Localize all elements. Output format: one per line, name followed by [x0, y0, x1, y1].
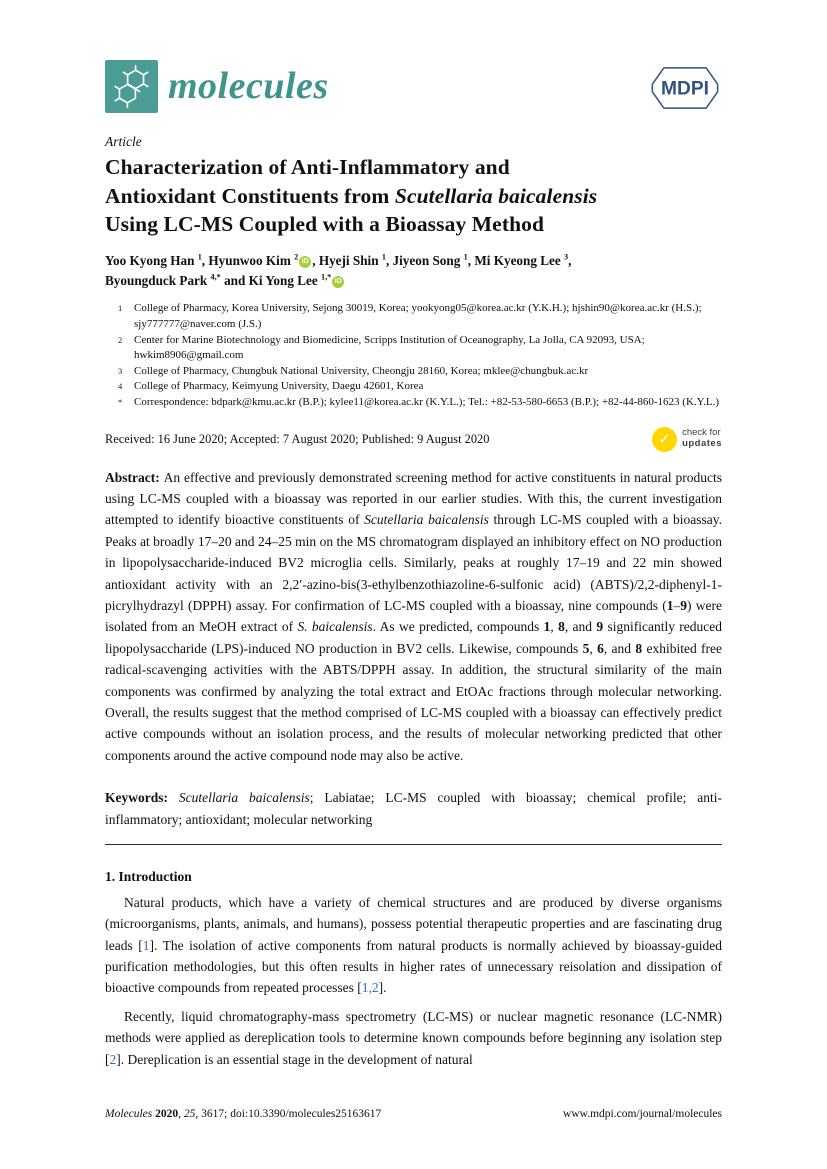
checkmark-icon: ✓	[652, 427, 677, 452]
title-line-1: Characterization of Anti-Inflammatory and	[105, 155, 510, 179]
orcid-icon[interactable]: iD	[299, 256, 311, 268]
affiliation-item	[105, 379, 722, 395]
affiliation-list	[105, 301, 722, 410]
footer-citation: Molecules 2020, 25, 3617; doi:10.3390/molecules25163617	[105, 1108, 382, 1120]
affiliation-text: College of Pharmacy, Korea University, Sejong 30019, Korea; yookyong05@korea.ac.kr (Y.K.H.); hjshin90@korea.ac.kr (H.S.); sjy777777@naver.com (J.S.)	[134, 302, 702, 330]
affiliation-text: College of Pharmacy, Chungbuk National University, Cheongju 28160, Korea; mklee@chungbuk.ac.kr	[134, 364, 589, 377]
check-for-updates-badge[interactable]	[652, 427, 722, 452]
title-line-3: Using LC-MS Coupled with a Bioassay Method	[105, 212, 545, 237]
affiliation-item	[105, 333, 722, 364]
journal-wordmark: molecules	[168, 65, 329, 107]
molecules-logo-icon	[105, 60, 158, 113]
affiliation-marker: 1	[118, 303, 123, 314]
intro-paragraph-1: Natural products, which have a variety of chemical structures and are produced by diverse organisms (microorganisms, plants, animals, and humans), possess potential therapeutic properties and are fascinating drug leads [1]. The isolation of active components from natural products is normally achieved by bioassay-guided purification methodologies, but this often results in higher rates of unnecessary reisolation and dissipation of bioactive compounds from repeated processes [1,2].	[105, 894, 723, 996]
citation-link[interactable]: 2	[109, 1051, 117, 1067]
intro-paragraph-2: Recently, liquid chromatography-mass spectrometry (LC-MS) or nuclear magnetic resonance (LC-NMR) methods were applied as dereplication tools to determine known compounds before beginning any isolation step [2]. Dereplication is an essential stage in the development of natural	[105, 1008, 722, 1067]
affiliation-item	[105, 395, 722, 411]
citation-link[interactable]: 1	[142, 937, 150, 953]
abstract-paragraph: Abstract: An effective and previously demonstrated screening method for active constituents in natural products using LC-MS coupled with a bioassay was reported in our earlier studies. With this, the current investigation attempted to identify bioactive constituents of Scutellaria baicalensis through LC-MS coupled with a bioassay. Peaks at broadly 17–20 and 24–25 min on the MS chromatogram displayed an inhibitory effect on NO production in lipopolysaccharide-induced BV2 microglia cells. Similarly, peaks at roughly 17–19 and 22 min showed antioxidant activity with an 2,2′-azino-bis(3-ethylbenzothiazoline-6-sulfonic acid) (ABTS)/2,2-diphenyl-1- picrylhydrazyl (DPPH) assay. For confirmation of LC-MS coupled with a bioassay, nine compounds (1–9) were isolated from an MeOH extract of S. baicalensis. As we predicted, compounds 1, 8, and 9 significantly reduced lipopolysaccharide (LPS)-induced NO production in BV2 cells. Likewise, compounds 5, 6, and 8 exhibited free radical-scavenging activities with the ABTS/DPPH assay. In addition, the structural similarity of the main components was confirmed by analyzing the total extract and EtOAc fractions through molecular networking. Overall, the results suggest that the method comprised of LC-MS coupled with a bioassay can effectively predict active compounds without an isolation process, and the results of molecular networking predicted that other components around the active compound node may also be active.	[105, 469, 723, 763]
affiliation-marker: 3	[118, 365, 123, 376]
affiliation-item	[105, 364, 722, 380]
affiliation-marker: 4	[118, 381, 123, 392]
footer-journal-url[interactable]: www.mdpi.com/journal/molecules	[563, 1108, 722, 1120]
correspondence-text: Correspondence: bdpark@kmu.ac.kr (B.P.); kylee11@korea.ac.kr (K.Y.L.); Tel.: +82-53-580-6653 (B.P.); +82-44-860-1623 (K.Y.L.)	[134, 396, 720, 409]
received-row	[105, 427, 722, 452]
journal-brand	[105, 60, 329, 113]
dates-line: Received: 16 June 2020; Accepted: 7 August 2020; Published: 9 August 2020	[105, 431, 490, 446]
article-title	[105, 153, 722, 239]
check-badge-label: check for updates	[682, 427, 722, 450]
section-divider	[105, 844, 722, 845]
page-footer	[105, 1108, 722, 1120]
keywords-paragraph: Keywords: Scutellaria baicalensis; Labiatae; LC-MS coupled with bioassay; chemical profile; anti-inflammatory; antioxidant; molecular networking	[105, 790, 723, 827]
mdpi-logo[interactable]	[648, 64, 722, 117]
author-line-2: Byoungduck Park $^{4,*}$ and Ki Yong Lee $^{1,*}$ iD	[105, 271, 722, 291]
svg-text:MDPI: MDPI	[661, 78, 709, 100]
author-list	[105, 251, 722, 291]
affiliation-text: College of Pharmacy, Keimyung University, Daegu 42601, Korea	[134, 380, 424, 393]
section-heading-introduction: 1. Introduction	[105, 868, 192, 884]
author-line-1: Yoo Kyong Han $^1$, Hyunwoo Kim $^2$ iD , Hyeji Shin $^1$, Jiyeon Song $^1$, Mi Kyeong Lee $^3$,	[105, 252, 572, 268]
affiliation-item	[105, 301, 722, 332]
affiliation-marker: 2	[118, 334, 123, 345]
article-type-label: Article	[105, 134, 142, 149]
affiliation-text: Center for Marine Biotechnology and Biomedicine, Scripps Institution of Oceanography, La Jolla, CA 92093, USA; hwkim8906@gmail.com	[134, 333, 645, 362]
citation-link[interactable]: 1,2	[361, 980, 379, 996]
page-header	[105, 60, 722, 117]
affiliation-marker: *	[118, 397, 123, 408]
orcid-icon[interactable]: iD	[332, 276, 344, 288]
title-line-2: Antioxidant Constituents from Scutellaria baicalensis	[105, 183, 598, 208]
